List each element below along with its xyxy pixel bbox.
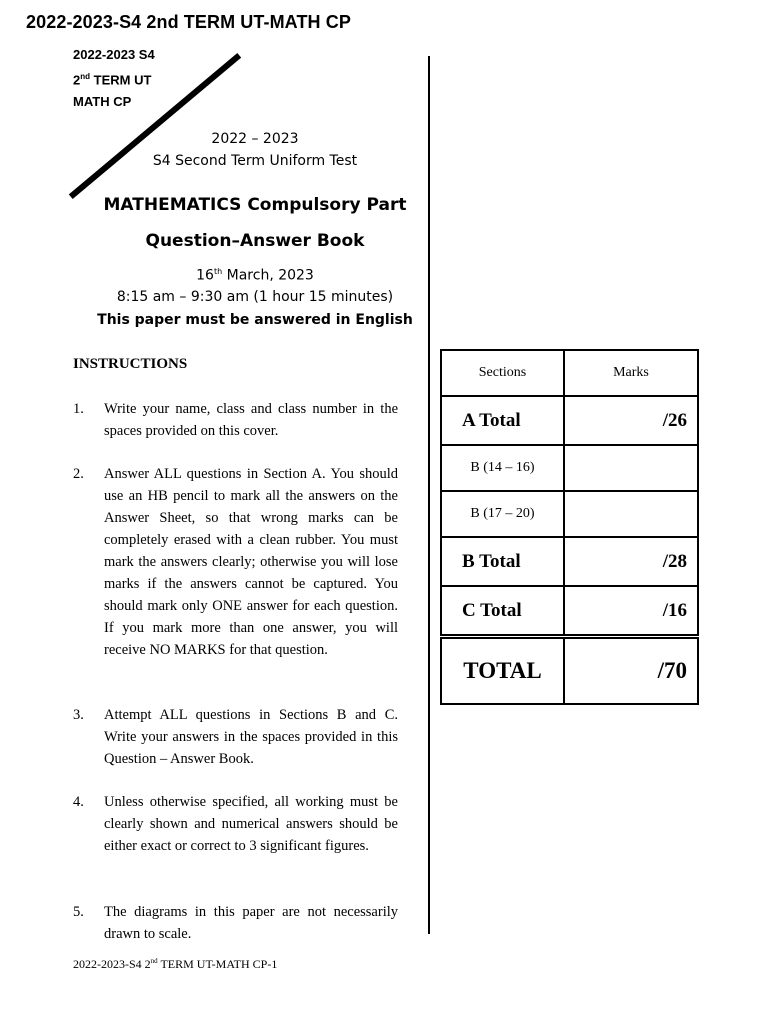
section-cell: B Total [441,537,564,586]
header-sections: Sections [441,350,564,396]
label-term-text: TERM UT [90,72,152,88]
footer-suffix-sup: nd [150,957,158,965]
instruction-item [73,398,398,442]
marks-table-header [441,350,698,396]
exam-date-day: 16 [196,267,214,284]
instruction-number: 1. [73,401,84,417]
instruction-number: 3. [73,707,84,723]
marks-cell [564,445,698,491]
table-row [441,537,698,586]
instruction-text: Unless otherwise specified, all working must be clearly shown and numerical answers should be either exact or correct to 3 significant figures. [104,794,398,854]
label-line-3: MATH CP [73,94,132,110]
instruction-text: Answer ALL questions in Section A. You should use an HB pencil to mark all the answers on the Answer Sheet, so that wrong marks can be completely erased with a clean rubber. You must mark the answers clearly; otherwise you will lose marks if the answers cannot be captured. You should mark only ONE answer for each question. If you mark more than one answer, you will receive NO MARKS for that question. [104,466,398,658]
instruction-text: The diagrams in this paper are not necessarily drawn to scale. [104,904,398,942]
test-name: S4 Second Term Uniform Test [152,153,358,169]
table-row-grand-total [441,637,698,705]
instruction-item [73,901,398,945]
exam-date-month-year: March, 2023 [222,267,314,284]
instruction-number: 4. [73,794,84,810]
footer-prefix: 2022-2023-S4 2 [73,957,151,971]
instruction-text: Write your name, class and class number in the spaces provided on this cover. [104,401,398,439]
cover-label [73,44,155,113]
footer-suffix: TERM UT-MATH CP-1 [157,957,278,971]
exam-date [60,267,450,284]
instruction-text: Attempt ALL questions in Sections B and C. Write your answers in the spaces provided in this Question – Answer Book. [104,707,398,767]
book-title: Question–Answer Book [145,231,365,251]
instruction-number: 2. [73,466,84,482]
instruction-item [73,791,398,857]
table-row [441,396,698,445]
label-term-suffix: nd [80,72,91,81]
academic-year: 2022 – 2023 [211,131,299,147]
exam-time: 8:15 am – 9:30 am (1 hour 15 minutes) [116,289,394,305]
marks-table [440,349,699,705]
instruction-item [73,463,398,661]
label-term-number: 2 [73,72,81,88]
label-line-2 [73,66,155,91]
section-cell: B (17 – 20) [441,491,564,537]
section-cell: C Total [441,586,564,637]
exam-date-suffix: th [213,267,223,276]
page-footer [73,957,277,972]
section-cell: A Total [441,396,564,445]
instructions-heading: INSTRUCTIONS [73,356,188,372]
instruction-item [73,704,398,770]
marks-cell: /26 [564,396,698,445]
page-title: 2022-2023-S4 2nd TERM UT-MATH CP [26,12,351,32]
section-cell: TOTAL [441,637,564,705]
subject-title: MATHEMATICS Compulsory Part [103,195,407,215]
marks-cell: /70 [564,637,698,705]
language-note: This paper must be answered in English [97,312,413,328]
marks-cell: /16 [564,586,698,637]
table-row [441,491,698,537]
header-marks: Marks [564,350,698,396]
label-line-1: 2022-2023 S4 [73,47,155,62]
table-row [441,586,698,637]
instruction-number: 5. [73,904,84,920]
marks-cell: /28 [564,537,698,586]
section-cell: B (14 – 16) [441,445,564,491]
marks-cell [564,491,698,537]
table-row [441,445,698,491]
vertical-divider [428,56,430,934]
